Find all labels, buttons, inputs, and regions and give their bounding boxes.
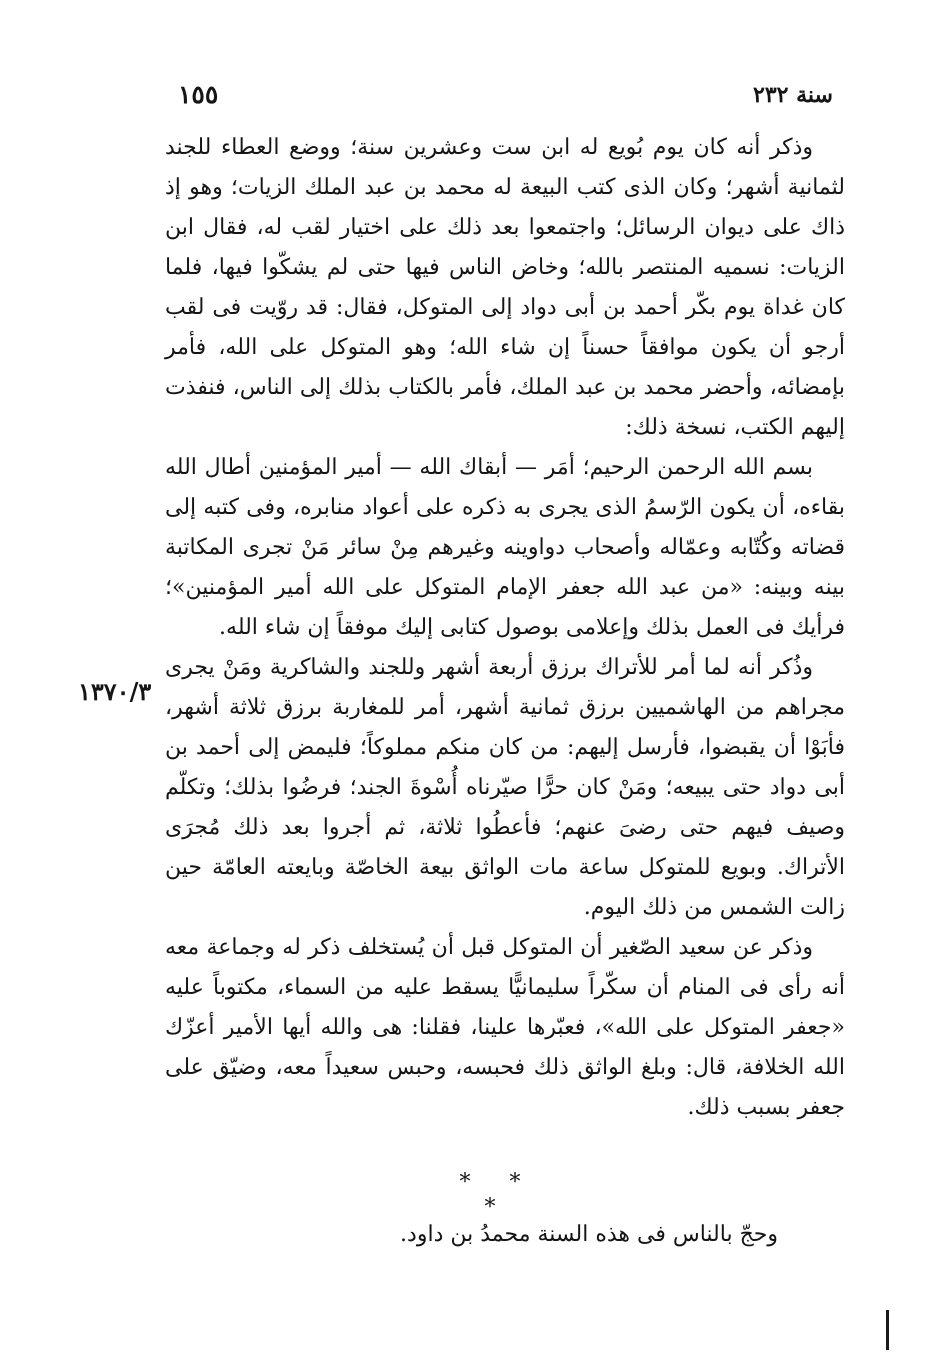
paragraph-payments: وذُكر أنه لما أمر للأتراك برزق أربعة أشهر وللجند والشاكرية ومَنْ يجرى مجراهم من الهاشميين برزق ثمانية أشهر، أمر للمغاربة برزق ثلاثة أشهر، فأبَوْا أن يقبضوا، فأرسل إليهم: من كان منكم مملوكاً؛ فليمض إلى أحمد بن أبى دواد حتى يبيعه؛ ومَنْ كان حرًّا صيّرناه أُسْوةَ الجند؛ فرضُوا بذلك؛ وتكلّم وصيف فيهم حتى رضىَ عنهم؛ فأعطُوا ثلاثة، ثم أجروا بعد ذلك مُجرَى الأتراك. وبويع للمتوكل ساعة مات الواثق بيعة الخاصّة وبايعته العامّة حين زالت الشمس من ذلك اليوم. (165, 655, 845, 920)
paragraph-dream: وذكر عن سعيد الصّغير أن المتوكل قبل أن يُستخلف ذكر له وجماعة معه أنه رأى فى المنام أن سكّراً سليمانيًّا يسقط عليه من السماء، مكتوباً عليه «جعفر المتوكل على الله»، فعبّرها علينا، فقلنا: هى والله أيها الأمير أعزّك الله الخلافة، قال: وبلغ الواثق ذلك فحبسه، وحبس سعيداً معه، وضيّق على جعفر بسبب ذلك. (165, 935, 845, 1120)
page-number: ١٥٥ (178, 80, 219, 109)
page-body-text (165, 128, 845, 1128)
section-separator: * * * (459, 1170, 537, 1220)
year-header: سنة ٢٣٢ (753, 82, 833, 108)
paragraph-letter: بسم الله الرحمن الرحيم؛ أمَر — أبقاك الله — أمير المؤمنين أطال الله بقاءه، أن يكون الرّسمُ الذى يجرى به ذكره على أعواد منابره، وفى كتبه إلى قضاته وكُتّابه وعمّاله وأصحاب دواوينه وغيرهم مِنْ سائر مَنْ تجرى المكاتبة بينه وبينه: «من عبد الله جعفر الإمام المتوكل على الله أمير المؤمنين»؛ فرأيك فى العمل بذلك وإعلامى بوصول كتابى إليك موفقاً إن شاء الله. (165, 455, 845, 640)
paragraph-accession: وذكر أنه كان يوم بُويع له ابن ست وعشرين سنة؛ ووضع العطاء للجند لثمانية أشهر؛ وكان الذى كتب البيعة له محمد بن عبد الملك الزيات؛ وهو إذ ذاك على ديوان الرسائل؛ واجتمعوا بعد ذلك على اختيار لقب له، فقال ابن الزيات: نسميه المنتصر بالله؛ وخاض الناس فيها حتى لم يشكّوا فيها، فلما كان غداة يوم بكّر أحمد بن أبى دواد إلى المتوكل، فقال: قد روّيت فى لقب أرجو أن يكون موافقاً حسناً إن شاء الله؛ وهو المتوكل على الله، فأمر بإمضائه، وأحضر محمد بن عبد الملك، فأمر بالكتاب بذلك إلى الناس، فنفذت إليهم الكتب، نسخة ذلك: (165, 135, 845, 440)
closing-line: وحجّ بالناس فى هذه السنة محمدُ بن داود. (400, 1222, 778, 1247)
margin-reference: ١٣٧٠/٣ (78, 677, 152, 706)
edge-mark (886, 1310, 889, 1350)
